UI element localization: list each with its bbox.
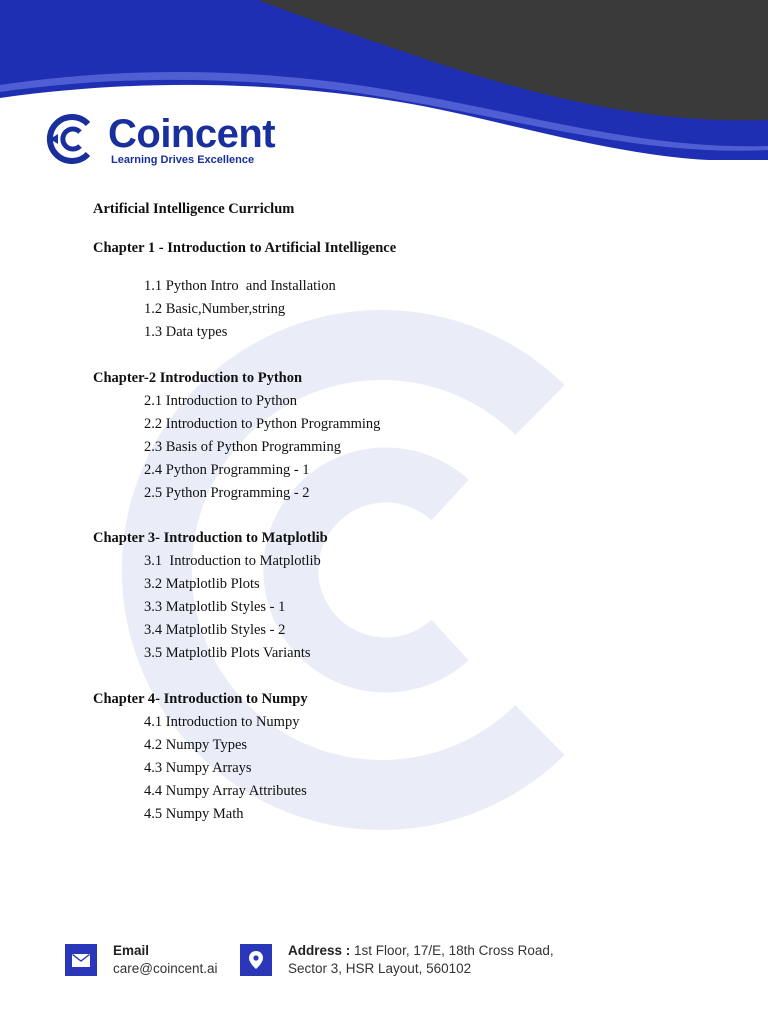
topic-list (93, 275, 713, 344)
email-block (113, 942, 218, 978)
address-line-1: 1st Floor, 17/E, 18th Cross Road, (354, 943, 554, 958)
address-label: Address : (288, 943, 351, 958)
topic-item: 2.2 Introduction to Python Programming (144, 416, 381, 432)
brand-logo (44, 112, 275, 166)
topic-item: 3.2 Matplotlib Plots (144, 576, 260, 592)
address-line-2: Sector 3, HSR Layout, 560102 (288, 961, 472, 976)
topic-item: 3.1 Introduction to Matplotlib (144, 553, 321, 569)
topic-list (93, 550, 713, 665)
email-address[interactable]: care@coincent.ai (113, 961, 218, 976)
brand-name: Coincent (108, 112, 276, 156)
address-block (288, 942, 554, 978)
topic-item: 3.5 Matplotlib Plots Variants (144, 645, 311, 661)
chapter-title: Chapter 3- Introduction to Matplotlib (93, 530, 328, 546)
topic-item: 4.2 Numpy Types (144, 737, 248, 753)
topic-list (93, 711, 713, 826)
topic-item: 4.1 Introduction to Numpy (144, 714, 300, 730)
topic-item: 3.3 Matplotlib Styles - 1 (144, 599, 286, 615)
document-title: Artificial Intelligence Curriclum (93, 201, 295, 217)
topic-item: 1.1 Python Intro and Installation (144, 278, 336, 294)
chapter-title: Chapter 4- Introduction to Numpy (93, 691, 308, 707)
topic-item: 4.5 Numpy Math (144, 806, 244, 822)
location-pin-icon (240, 944, 272, 976)
topic-item: 2.4 Python Programming - 1 (144, 462, 310, 478)
topic-item: 2.5 Python Programming - 2 (144, 485, 310, 501)
chapter-4 (93, 688, 713, 826)
topic-item: 4.4 Numpy Array Attributes (144, 783, 307, 799)
chapter-2 (93, 367, 713, 505)
chapter-1 (93, 237, 713, 344)
chapter-3 (93, 527, 713, 665)
chapter-title: Chapter-2 Introduction to Python (93, 370, 303, 386)
chapter-title: Chapter 1 - Introduction to Artificial Intelligence (93, 240, 397, 256)
topic-item: 1.3 Data types (144, 324, 228, 340)
curriculum-content (93, 198, 713, 826)
footer (0, 940, 768, 980)
topic-item: 3.4 Matplotlib Styles - 2 (144, 622, 286, 638)
email-label: Email (113, 943, 150, 958)
brand-tagline: Learning Drives Excellence (111, 154, 255, 166)
topic-item: 4.3 Numpy Arrays (144, 760, 252, 776)
topic-list (93, 390, 713, 505)
envelope-icon (65, 944, 97, 976)
topic-item: 2.1 Introduction to Python (144, 393, 298, 409)
topic-item: 2.3 Basis of Python Programming (144, 439, 341, 455)
coincent-logo-mark (44, 112, 98, 166)
topic-item: 1.2 Basic,Number,string (144, 301, 286, 317)
